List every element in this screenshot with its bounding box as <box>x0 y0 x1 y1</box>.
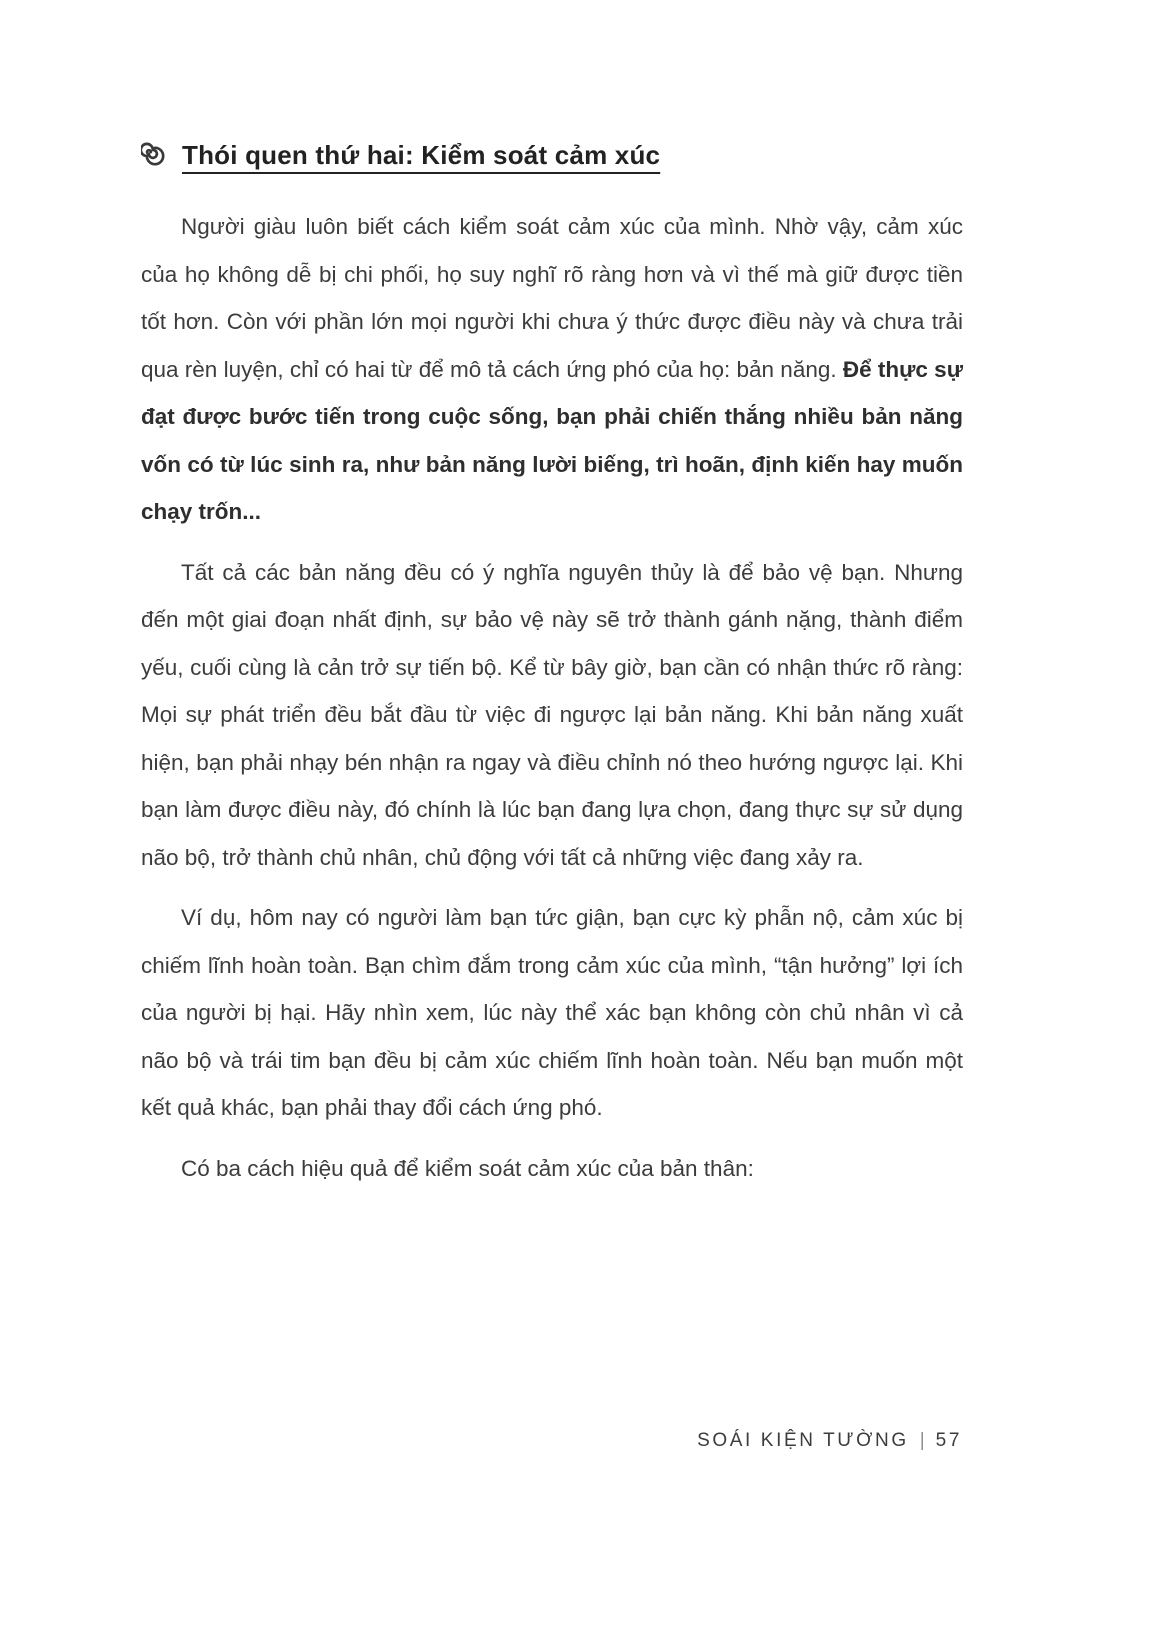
paragraph-1-normal: Người giàu luôn biết cách kiểm soát cảm xúc của mình. Nhờ vậy, cảm xúc của họ không dễ bị chi phối, họ suy nghĩ rõ ràng hơn và vì thế mà giữ được tiền tốt hơn. Còn với phần lớn mọi người khi chưa ý thức được điều này và chưa trải qua rèn luyện, chỉ có hai từ để mô tả cách ứng phó của họ: bản năng. <box>141 214 963 382</box>
paragraph-1-bold: Để thực sự đạt được bước tiến trong cuộc sống, bạn phải chiến thắng nhiều bản năng vốn có từ lúc sinh ra, như bản năng lười biếng, trì hoãn, định kiến hay muốn chạy trốn... <box>141 356 963 524</box>
body-text <box>141 203 963 1192</box>
footer-separator: | <box>919 1430 925 1451</box>
section-heading-text: Thói quen thứ hai: Kiểm soát cảm xúc <box>182 140 661 170</box>
paragraph-1 <box>141 203 963 536</box>
paragraph-4: Có ba cách hiệu quả để kiểm soát cảm xúc của bản thân: <box>181 1155 754 1181</box>
paragraph-3: Ví dụ, hôm nay có người làm bạn tức giận, bạn cực kỳ phẫn nộ, cảm xúc bị chiếm lĩnh hoàn toàn. Bạn chìm đắm trong cảm xúc của mình, “tận hưởng” lợi ích của người bị hại. Hãy nhìn xem, lúc này thể xác bạn không còn chủ nhân vì cả não bộ và trái tim bạn đều bị cảm xúc chiếm lĩnh hoàn toàn. Nếu bạn muốn một kết quả khác, bạn phải thay đổi cách ứng phó. <box>141 905 963 1120</box>
footer-book-title: SOÁI KIỆN TƯỜNG <box>697 1430 909 1451</box>
paragraph-2: Tất cả các bản năng đều có ý nghĩa nguyên thủy là để bảo vệ bạn. Nhưng đến một giai đoạn nhất định, sự bảo vệ này sẽ trở thành gánh nặng, thành điểm yếu, cuối cùng là cản trở sự tiến bộ. Kể từ bây giờ, bạn cần có nhận thức rõ ràng: Mọi sự phát triển đều bắt đầu từ việc đi ngược lại bản năng. Khi bản năng xuất hiện, bạn phải nhạy bén nhận ra ngay và điều chỉnh nó theo hướng ngược lại. Khi bạn làm được điều này, đó chính là lúc bạn đang lựa chọn, đang thực sự sử dụng não bộ, trở thành chủ nhân, chủ động với tất cả những việc đang xảy ra. <box>141 559 963 870</box>
spiral-icon <box>141 142 169 170</box>
section-heading <box>141 140 963 171</box>
page-content <box>141 140 963 1205</box>
page-footer <box>697 1430 962 1452</box>
footer-page-number: 57 <box>935 1430 962 1451</box>
